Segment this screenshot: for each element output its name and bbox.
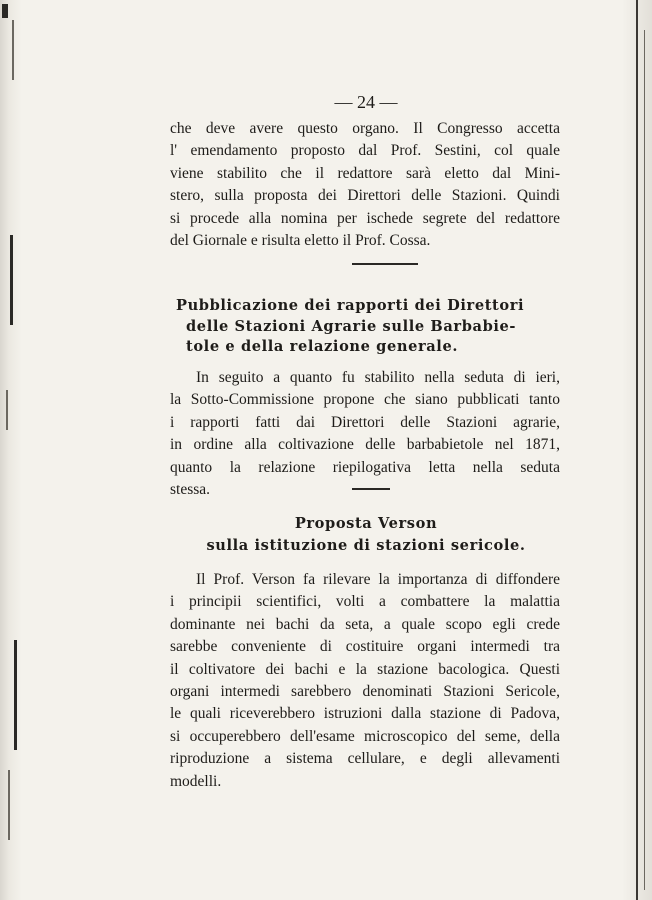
text-line: si occuperebbero dell'esame microscopico del seme, della <box>170 727 560 745</box>
section-heading-reports <box>176 296 562 358</box>
scan-right-edge <box>622 0 652 900</box>
text-line: dominante nei bachi da seta, a quale scopo egli crede <box>170 615 560 633</box>
text-line: si procede alla nomina per ischede segrete del redattore <box>170 209 560 227</box>
text-line: In seguito a quanto fu stabilito nella seduta di ieri, <box>196 369 560 386</box>
text-line: quanto la relazione riepilogativa letta nella seduta <box>170 458 560 476</box>
text-line: stessa. <box>170 481 211 499</box>
paragraph-subcommission <box>170 367 560 501</box>
text-line: i rapporti fatti dai Direttori delle Stazioni agrarie, <box>170 413 560 431</box>
text-line: in ordine alla coltivazione delle barbabietole nel 1871, <box>170 436 560 454</box>
heading-line: delle Stazioni Agrarie sulle Barbabie- <box>186 317 517 335</box>
text-line: l' emendamento proposto dal Prof. Sestini, col quale <box>170 142 560 160</box>
text-line: la Sotto-Commissione propone che siano pubblicati tanto <box>170 391 560 409</box>
text-line: le quali riceverebbero istruzioni dalla stazione di Padova, <box>170 705 560 723</box>
text-line: riproduzione a sistema cellulare, e degli allevamenti <box>170 750 560 768</box>
text-line: i principii scientifici, volti a combattere la malattia <box>170 593 560 611</box>
text-line: organi intermedi sarebbero denominati Stazioni Sericole, <box>170 683 560 701</box>
paragraph-congress <box>170 118 560 252</box>
text-line: modelli. <box>170 772 222 790</box>
text-line: viene stabilito che il redattore sarà eletto dal Mini- <box>170 164 560 182</box>
section-divider <box>352 488 390 490</box>
section-divider <box>352 263 418 265</box>
text-line: del Giornale e risulta eletto il Prof. Cossa. <box>170 232 431 250</box>
paragraph-verson <box>170 569 560 793</box>
text-line: che deve avere questo organo. Il Congresso accetta <box>170 120 560 137</box>
text-line: stero, sulla proposta dei Direttori delle Stazioni. Quindi <box>170 187 560 205</box>
page-number: — 24 — <box>334 92 398 112</box>
heading-line: sulla istituzione di stazioni sericole. <box>206 537 526 554</box>
heading-line: tole e della relazione generale. <box>186 338 459 355</box>
text-line: il coltivatore dei bachi e la stazione bacologica. Questi <box>170 660 560 678</box>
text-line: sarebbe conveniente di costituire organi intermedi tra <box>170 638 560 656</box>
heading-line: Pubblicazione dei rapporti dei Direttori <box>176 297 525 314</box>
scan-left-edge <box>0 0 22 900</box>
text-line: Il Prof. Verson fa rilevare la importanza di diffondere <box>196 571 560 588</box>
heading-line: Proposta Verson <box>294 515 438 532</box>
section-heading-verson <box>170 513 562 557</box>
